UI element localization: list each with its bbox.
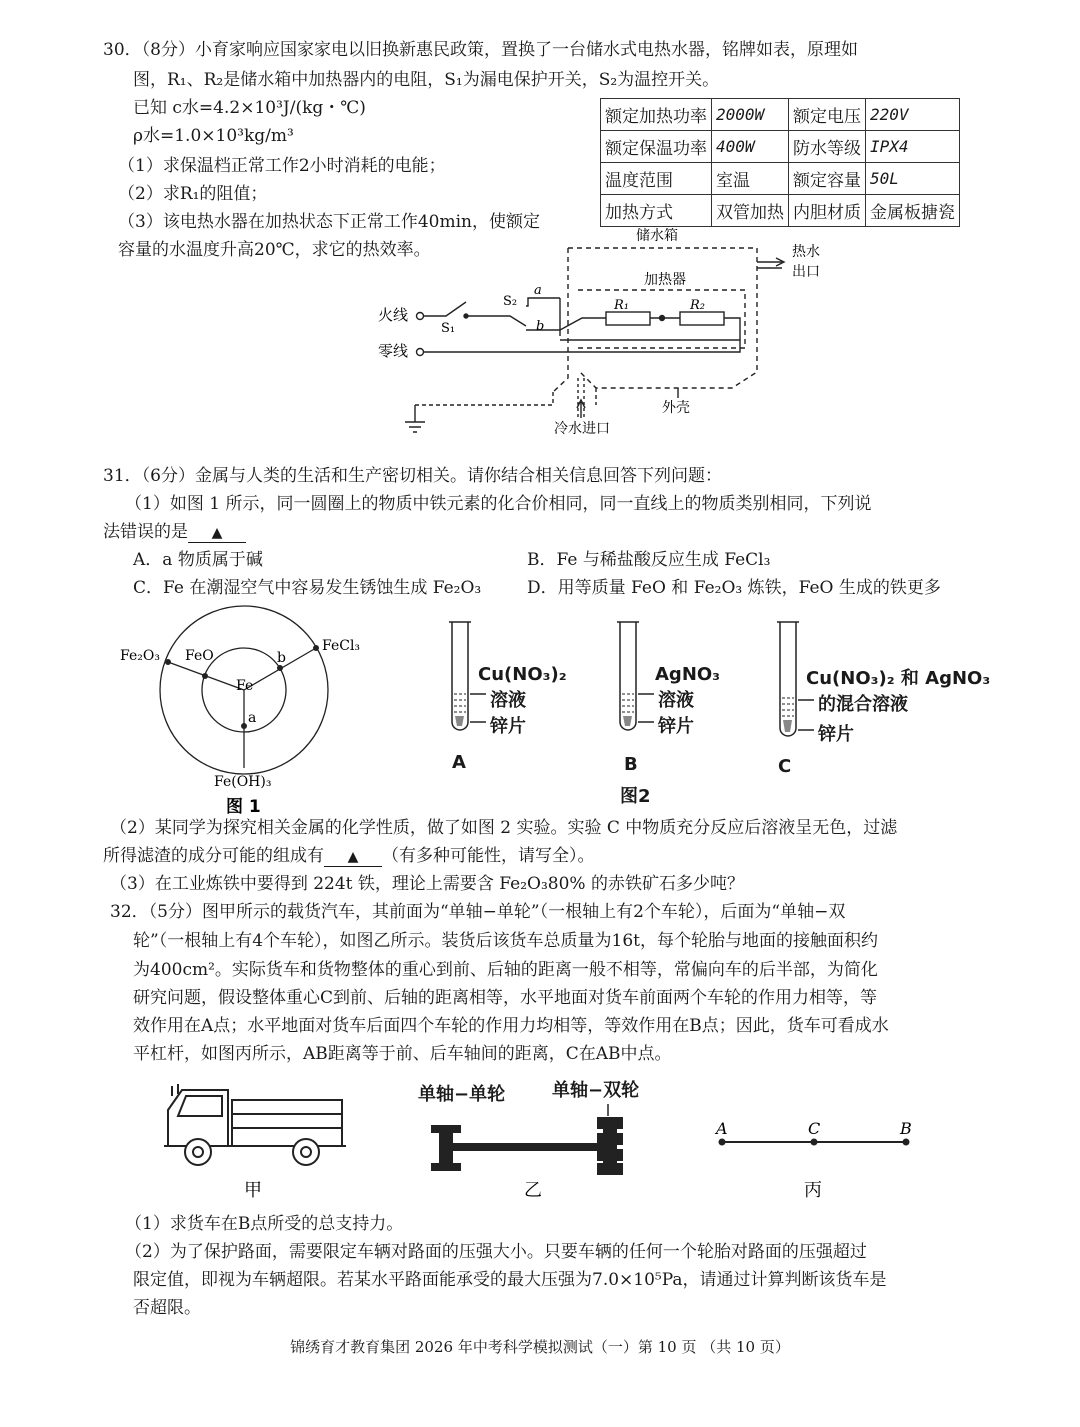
tube-c-solution: 的混合溶液 [818, 694, 908, 715]
circuit-label-a: a [534, 283, 542, 298]
table-cell: 400W [712, 131, 789, 163]
tube-b-zinc: 锌片 [658, 716, 694, 737]
circuit-label-s1: S₁ [441, 321, 456, 336]
fig-yi-caption: 乙 [524, 1180, 542, 1201]
fig1-label-feoh3: Fe(OH)₃ [214, 774, 272, 790]
q31-option-d: D．用等质量 FeO 和 Fe₂O₃ 炼铁，FeO 生成的铁更多 [527, 578, 941, 598]
circuit-label-cold-in: 冷水进口 [554, 421, 610, 437]
table-cell: 双管加热 [712, 195, 789, 227]
q30-sub-2: （2）求R₁的阻值； [118, 184, 268, 204]
tube-a-label: A [452, 752, 466, 773]
circuit-label-shell: 外壳 [662, 400, 690, 416]
q32-line-2: 轮”（一根轴上有4个车轮），如图乙所示。装货后该货车总质量为16t，每个轮胎与地面的接触面积约 [133, 931, 878, 951]
table-cell: 加热方式 [601, 195, 712, 227]
table-cell: 内胆材质 [789, 195, 866, 227]
fig1-label-fe: Fe [236, 678, 254, 694]
table-cell: 室温 [712, 163, 789, 195]
q30-line-2: 图，R₁、R₂是储水箱中加热器内的电阻，S₁为漏电保护开关，S₂为温控开关。 [133, 70, 720, 90]
table-cell: 2000W [712, 99, 789, 131]
answer-blank-2[interactable]: ▲ [324, 848, 382, 867]
q32-line-1: 32．（5分）图甲所示的载货汽车，其前面为“单轴−单轮”（一根轴上有2个车轮），后面为“单轴−双 [110, 902, 846, 922]
table-cell: 额定加热功率 [601, 99, 712, 131]
q32-line-6: 平杠杆，如图丙所示，AB距离等于前、后车轴间的距离，C在AB中点。 [133, 1044, 672, 1064]
q31-sub-1a: （1）如图 1 所示，同一圆圈上的物质中铁元素的化合价相同，同一直线上的物质类别相同，下列说 [125, 494, 872, 514]
tube-b-solution: 溶液 [658, 690, 694, 711]
fig-jia-caption: 甲 [244, 1180, 262, 1201]
q32-sub-2a: （2）为了保护路面，需要限定车辆对路面的压强大小。只要车辆的任何一个轮胎对路面的压强超过 [125, 1242, 867, 1262]
tube-a-solution: 溶液 [490, 690, 526, 711]
q31-line-1: 31．（6分）金属与人类的生活和生产密切相关。请你结合相关信息回答下列问题： [103, 466, 722, 486]
tube-b-solute: AgNO₃ [655, 664, 721, 685]
q32-line-4: 研究问题，假设整体重心C到前、后轴的距离相等，水平地面对货车前面两个车轮的作用力相等，等 [133, 988, 878, 1008]
q31-option-c: C．Fe 在潮湿空气中容易发生锈蚀生成 Fe₂O₃ [133, 578, 482, 598]
table-cell: 50L [866, 163, 960, 195]
q31-sub-3: （3）在工业炼铁中要得到 224t 铁，理论上需要含 Fe₂O₃80% 的赤铁矿石多少吨？ [110, 874, 744, 894]
q32-line-5: 效作用在A点；水平地面对货车后面四个车轮的作用力均相等，等效作用在B点；因此，货车可看成水 [133, 1016, 889, 1036]
tube-a-solute: Cu(NO₃)₂ [478, 664, 567, 685]
tube-c-solute: Cu(NO₃)₂ 和 AgNO₃ [806, 668, 991, 689]
table-cell: 金属板搪瓷 [866, 195, 960, 227]
answer-blank-1[interactable]: ▲ [188, 524, 246, 543]
circuit-label-live: 火线 [378, 306, 409, 324]
table-cell: 额定电压 [789, 99, 866, 131]
q31-option-a: A．a 物质属于碱 [133, 550, 263, 570]
q32-sub-2b: 限定值，即视为车辆超限。若某水平路面能承受的最大压强为7.0×10⁵Pa，请通过计算判断该货车是 [133, 1270, 887, 1290]
table-cell: 额定容量 [789, 163, 866, 195]
q31-option-b: B．Fe 与稀盐酸反应生成 FeCl₃ [527, 550, 771, 570]
circuit-label-s2: S₂ [503, 294, 518, 309]
circuit-label-hot-out-1: 热水 [792, 244, 820, 260]
q31-sub-1b-text: 法错误的是 [103, 522, 188, 542]
label-single-axle-single-wheel: 单轴−单轮 [418, 1084, 506, 1105]
fig1-label-feo: FeO [185, 648, 214, 664]
tube-c-label: C [778, 756, 792, 777]
q30-given-c: 已知 c水=4.2×10³J/(kg・℃) [133, 98, 366, 118]
q32-sub-2c: 否超限。 [133, 1298, 201, 1318]
table-cell: IPX4 [866, 131, 960, 163]
tube-b-label: B [624, 754, 638, 775]
point-c: C [808, 1119, 821, 1138]
circuit-label-tank: 储水箱 [636, 228, 678, 244]
point-a: A [716, 1119, 728, 1138]
q31-sub-2b-pre: 所得滤渣的成分可能的组成有 [103, 846, 324, 866]
fig1-label-b: b [277, 650, 286, 666]
fig2-caption: 图2 [620, 786, 651, 807]
table-cell: 温度范围 [601, 163, 712, 195]
tube-c-zinc: 锌片 [818, 724, 854, 745]
table-cell: 220V [866, 99, 960, 131]
circuit-label-hot-out-2: 出口 [792, 264, 820, 280]
q30-sub-3a: （3）该电热水器在加热状态下正常工作40min，使额定 [118, 212, 540, 232]
point-b: B [900, 1119, 912, 1138]
circuit-label-r1: R₁ [614, 298, 629, 313]
q32-sub-1: （1）求货车在B点所受的总支持力。 [125, 1214, 404, 1234]
q32-line-3: 为400cm²。实际货车和货物整体的重心到前、后轴的距离一般不相等，常偏向车的后半部，为简化 [133, 960, 878, 980]
circuit-label-neutral: 零线 [378, 342, 409, 360]
q30-sub-1: （1）求保温档正常工作2小时消耗的电能； [118, 156, 446, 176]
fig1-caption: 图 1 [226, 797, 261, 817]
fig1-label-a: a [248, 710, 257, 726]
q31-sub-2a: （2）某同学为探究相关金属的化学性质，做了如图 2 实验。实验 C 中物质充分反应后溶液呈无色，过滤 [110, 818, 898, 838]
q30-given-rho: ρ水=1.0×10³kg/m³ [133, 126, 294, 146]
fig1-label-fe2o3: Fe₂O₃ [120, 648, 160, 664]
fig1-label-fecl3: FeCl₃ [322, 638, 361, 654]
circuit-label-heater: 加热器 [644, 272, 686, 288]
q30-line-1: 30．（8分）小育家响应国家家电以旧换新惠民政策，置换了一台储水式电热水器，铭牌如表，原理如 [103, 40, 858, 60]
circuit-label-r2: R₂ [690, 298, 705, 313]
table-cell: 防水等级 [789, 131, 866, 163]
label-single-axle-double-wheel: 单轴−双轮 [552, 1080, 640, 1101]
q31-sub-2b-post: （有多种可能性，请写全）。 [382, 846, 595, 866]
fig-bing-caption: 丙 [804, 1180, 822, 1201]
circuit-label-b: b [536, 319, 545, 334]
page-footer: 锦绣育才教育集团 2026 年中考科学模拟测试（一）第 10 页 （共 10 页） [290, 1338, 790, 1356]
table-cell: 额定保温功率 [601, 131, 712, 163]
q30-sub-3b: 容量的水温度升高20℃，求它的热效率。 [118, 240, 431, 260]
tube-a-zinc: 锌片 [490, 716, 526, 737]
